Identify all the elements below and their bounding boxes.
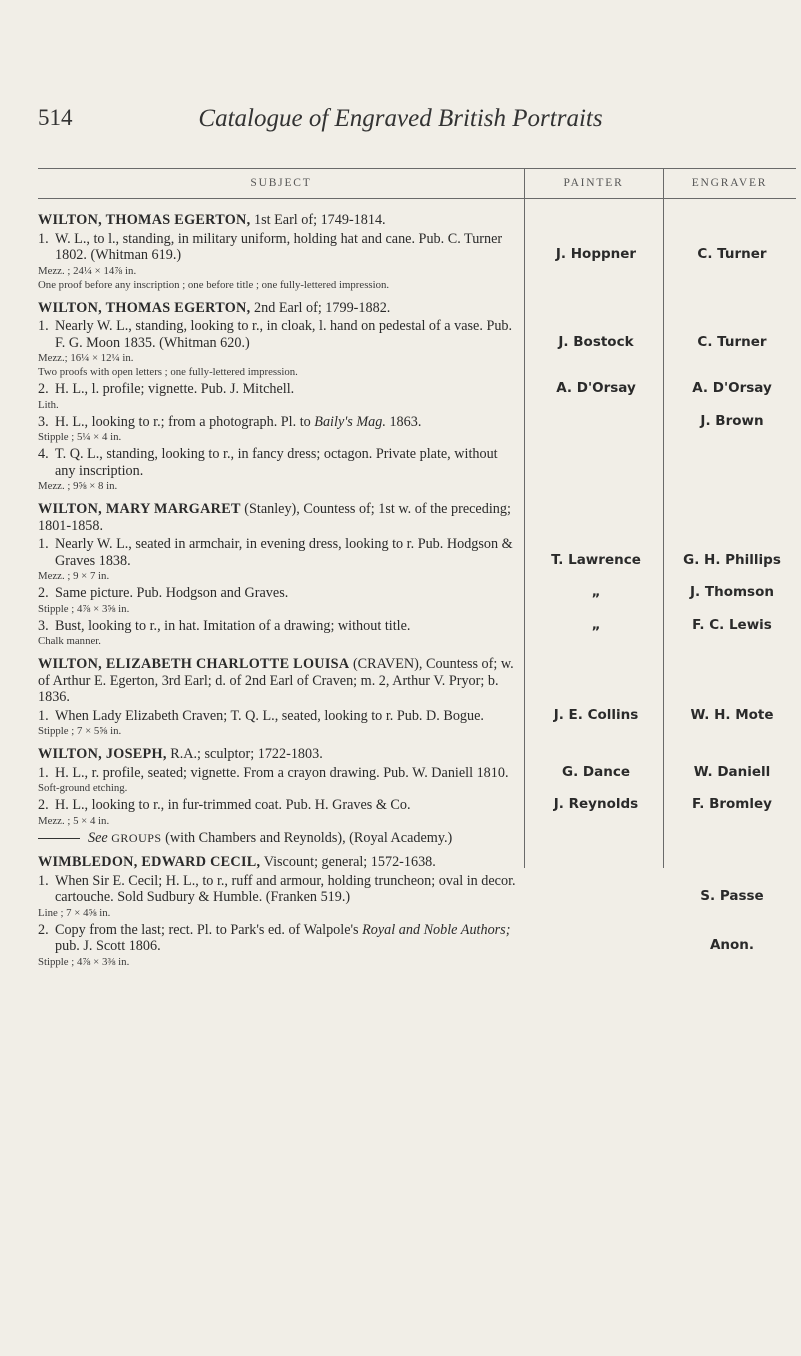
item-description: When Sir E. Cecil; H. L., to r., ruff and armour, holding truncheon; oval in decor. cartouche. Sold Sudbury & Humble. (Franken 519.) (55, 872, 516, 905)
column-header-subject: SUBJECT (250, 177, 312, 189)
engraver-name: W. H. Mote (690, 706, 774, 723)
entry-heading (38, 212, 518, 229)
reference-detail: (with Chambers and Reynolds), (Royal Academy.) (161, 829, 453, 846)
sitter-name: WILTON, ELIZABETH CHARLOTTE LOUISA (38, 656, 350, 672)
sitter-name: WILTON, THOMAS EGERTON, (38, 212, 251, 228)
item-medium: Chalk manner. (38, 635, 101, 647)
sitter-name: WIMBLEDON, EDWARD CECIL, (38, 854, 261, 870)
sitter-description: 2nd Earl of; 1799-1882. (250, 299, 391, 316)
item-medium: Stipple ; 7 × 5⅝ in. (38, 725, 122, 737)
header-bottom-rule (38, 198, 796, 199)
sitter-name: WILTON, MARY MARGARET (38, 501, 241, 517)
sitter-name: WILTON, THOMAS EGERTON, (38, 299, 251, 316)
portrait-item (38, 414, 518, 445)
item-note: Two proofs with open letters ; one fully-lettered impression. (38, 366, 298, 378)
item-description: H. L., r. profile, seated; vignette. From a crayon drawing. Pub. W. Daniell 1810. (55, 764, 509, 781)
engraver-name: J. Brown (700, 412, 764, 429)
item-medium: Stipple ; 4⅞ × 3⅝ in. (38, 602, 130, 615)
portrait-item (38, 536, 518, 583)
item-description: Same picture. Pub. Hodgson and Graves. (55, 585, 289, 601)
item-medium: Stipple ; 4⅞ × 3⅜ in. (38, 955, 130, 968)
entry-heading (38, 501, 518, 534)
catalogue-entry (38, 212, 518, 292)
entry-heading (38, 656, 518, 706)
item-description-end: 1863. (385, 413, 422, 430)
portrait-item (38, 231, 518, 292)
column-divider-painter-engraver (663, 168, 664, 868)
item-number: 2. (38, 585, 49, 601)
entry-heading (38, 854, 518, 871)
painter-name: A. D'Orsay (556, 380, 636, 396)
item-number: 3. (38, 617, 49, 634)
item-medium: Mezz. ; 9⅝ × 8 in. (38, 480, 118, 492)
painter-name: J. E. Collins (553, 706, 639, 723)
engraver-name: Anon. (709, 937, 755, 953)
item-number: 2. (38, 381, 49, 397)
item-medium: Lith. (38, 398, 59, 411)
item-number: 1. (38, 230, 49, 247)
portrait-item (38, 873, 518, 920)
item-medium: Mezz. ; 24¼ × 14⅞ in. (38, 264, 137, 277)
painter-name: T. Lawrence (551, 551, 641, 568)
subject-column (38, 212, 518, 969)
sitter-description: (CRAVEN), Countess of; w. of Arthur E. Egerton, 3rd Earl; d. of 2nd Earl of Craven; m. 2, Arthur V. Pryor; b. 1836. (38, 656, 514, 705)
entry-heading (38, 300, 518, 317)
sitter-name: WILTON, JOSEPH, (38, 746, 167, 762)
item-number: 3. (38, 413, 49, 430)
item-number: 1. (38, 707, 49, 724)
item-description: When Lady Elizabeth Craven; T. Q. L., seated, looking to r. Pub. D. Bogue. (55, 707, 484, 724)
table-top-rule (38, 168, 796, 169)
catalogue-entry (38, 746, 518, 846)
engraver-name: S. Passe (700, 888, 764, 904)
item-medium: Mezz.; 16¼ × 12¼ in. (38, 352, 134, 364)
item-medium: Stipple ; 5¼ × 4 in. (38, 431, 122, 443)
item-number: 1. (38, 764, 49, 781)
publication-title: Baily's Mag. (314, 413, 386, 430)
painter-name: G. Dance (562, 763, 630, 780)
cross-reference (38, 830, 518, 847)
catalogue-entry (38, 501, 518, 648)
catalogue-table (38, 168, 796, 968)
item-description: H. L., l. profile; vignette. Pub. J. Mitchell. (55, 381, 295, 397)
engraver-name: W. Daniell (693, 763, 771, 780)
item-medium: Soft-ground etching. (38, 782, 128, 794)
item-number: 2. (38, 921, 49, 938)
item-description: H. L., looking to r.; from a photograph. Pl. to (55, 413, 315, 430)
item-note: One proof before any inscription ; one before title ; one fully-lettered impression. (38, 278, 390, 291)
item-number: 1. (38, 536, 49, 552)
portrait-item (38, 585, 518, 616)
item-description: W. L., to l., standing, in military uniform, holding hat and cane. Pub. C. Turner 1802. (Whitman 619.) (55, 230, 503, 263)
engraver-name: C. Turner (697, 246, 767, 262)
column-header-painter: PAINTER (563, 177, 624, 189)
engraver-name: F. Bromley (692, 796, 772, 812)
portrait-item (38, 446, 518, 493)
portrait-item (38, 708, 518, 739)
item-description: Nearly W. L., standing, looking to r., in cloak, l. hand on pedestal of a vase. Pub. F. G. Moon 1835. (Whitman 620.) (55, 318, 513, 351)
portrait-item (38, 381, 518, 412)
catalogue-entry (38, 656, 518, 738)
entry-heading (38, 746, 518, 763)
portrait-item (38, 765, 518, 796)
sitter-description: 1st Earl of; 1749-1814. (250, 212, 386, 228)
painter-name: „ (591, 616, 601, 633)
groups-reference: GROUPS (111, 830, 162, 845)
ditto-dash (38, 838, 80, 839)
portrait-item (38, 618, 518, 649)
page-number: 514 (38, 105, 73, 130)
portrait-item (38, 797, 518, 828)
item-description: Nearly W. L., seated in armchair, in evening dress, looking to r. Pub. Hodgson & Graves 1838. (55, 536, 513, 569)
engraver-name: F. C. Lewis (692, 616, 772, 633)
catalogue-entry (38, 300, 518, 494)
item-description: Copy from the last; rect. Pl. to Park's ed. of Walpole's (55, 921, 363, 938)
engraver-name: J. Thomson (690, 584, 774, 600)
sitter-description: R.A.; sculptor; 1722-1803. (166, 746, 323, 762)
see-word: See (88, 829, 108, 846)
item-number: 1. (38, 318, 49, 334)
portrait-item (38, 922, 518, 969)
sitter-description: (Stanley), Countess of; 1st w. of the preceding; 1801-1858. (38, 501, 511, 534)
item-description: Bust, looking to r., in hat. Imitation of a drawing; without title. (55, 617, 411, 634)
item-description: H. L., looking to r., in fur-trimmed coat. Pub. H. Graves & Co. (55, 797, 411, 813)
column-header-engraver: ENGRAVER (691, 177, 768, 189)
column-divider-subject-painter (524, 168, 525, 868)
item-number: 1. (38, 872, 49, 889)
painter-name: J. Hoppner (555, 246, 637, 262)
item-medium: Mezz. ; 5 × 4 in. (38, 814, 110, 827)
portrait-item (38, 318, 518, 379)
sitter-description: Viscount; general; 1572-1638. (260, 854, 436, 870)
engraver-name: A. D'Orsay (692, 380, 772, 396)
page-header (0, 105, 801, 145)
painter-name: J. Reynolds (553, 796, 639, 812)
item-medium: Mezz. ; 9 × 7 in. (38, 570, 110, 582)
item-number: 4. (38, 446, 49, 462)
item-description-end: pub. J. Scott 1806. (55, 938, 161, 954)
engraver-name: G. H. Phillips (683, 551, 781, 568)
running-title: Catalogue of Engraved British Portraits (198, 105, 603, 132)
publication-title: Royal and Noble Authors; (362, 921, 511, 938)
catalogue-entry (38, 854, 518, 969)
item-number: 2. (38, 797, 49, 813)
painter-name: J. Bostock (558, 333, 634, 350)
painter-name: „ (591, 584, 601, 600)
item-medium: Line ; 7 × 4⅝ in. (38, 906, 111, 919)
engraver-name: C. Turner (697, 333, 767, 350)
item-description: T. Q. L., standing, looking to r., in fancy dress; octagon. Private plate, without any inscription. (55, 446, 498, 479)
